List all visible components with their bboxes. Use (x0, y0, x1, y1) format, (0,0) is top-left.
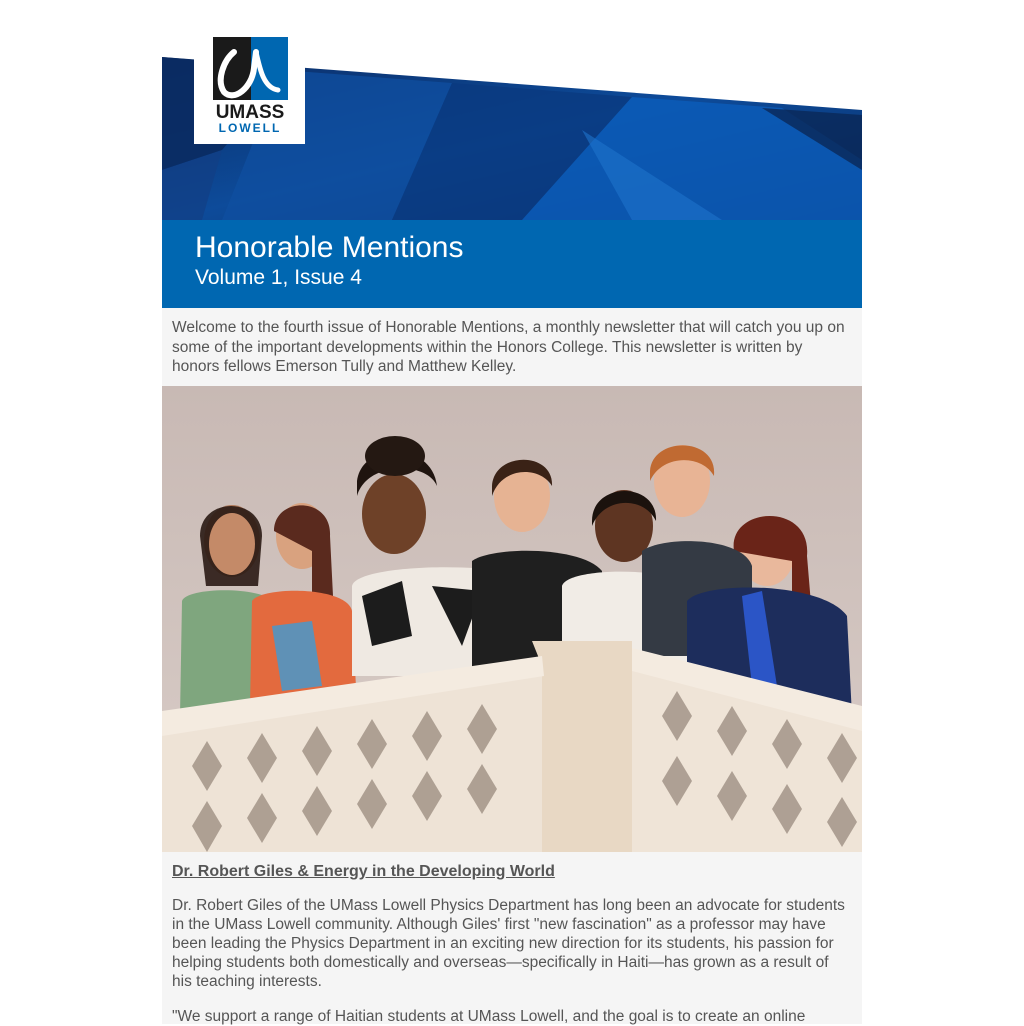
intro-paragraph: Welcome to the fourth issue of Honorable Mentions, a monthly newsletter that will catch you up on some of the important developments within the Honors College. This newsletter is written by honors fellows Emerson Tully and Matthew Kelley. (162, 308, 862, 386)
group-photo-image (162, 386, 862, 852)
logo-icon (194, 30, 305, 144)
newsletter-issue: Volume 1, Issue 4 (195, 266, 362, 289)
article-paragraph-2: "We support a range of Haitian students at UMass Lowell, and the goal is to create an online (172, 1008, 806, 1025)
umass-lowell-logo[interactable] (194, 30, 305, 144)
article-section (162, 852, 862, 1024)
article-paragraph-1: Dr. Robert Giles of the UMass Lowell Physics Department has long been an advocate for students in the UMass Lowell community. Although Giles' first "new fascination" as a professor may have been leading the Physics Department in an exciting new direction for its students, his passion for helping students both domestically and overseas—specifically in Haiti—has grown as a result of his teaching interests. (172, 897, 845, 990)
group-photo (162, 386, 862, 852)
logo-umass-text: UMASS (215, 102, 285, 123)
article-title-link[interactable]: Dr. Robert Giles & Energy in the Developing World (172, 863, 555, 880)
newsletter-title: Honorable Mentions (195, 231, 464, 264)
header-banner (162, 0, 862, 308)
logo-lowell-text: LOWELL (218, 121, 282, 135)
